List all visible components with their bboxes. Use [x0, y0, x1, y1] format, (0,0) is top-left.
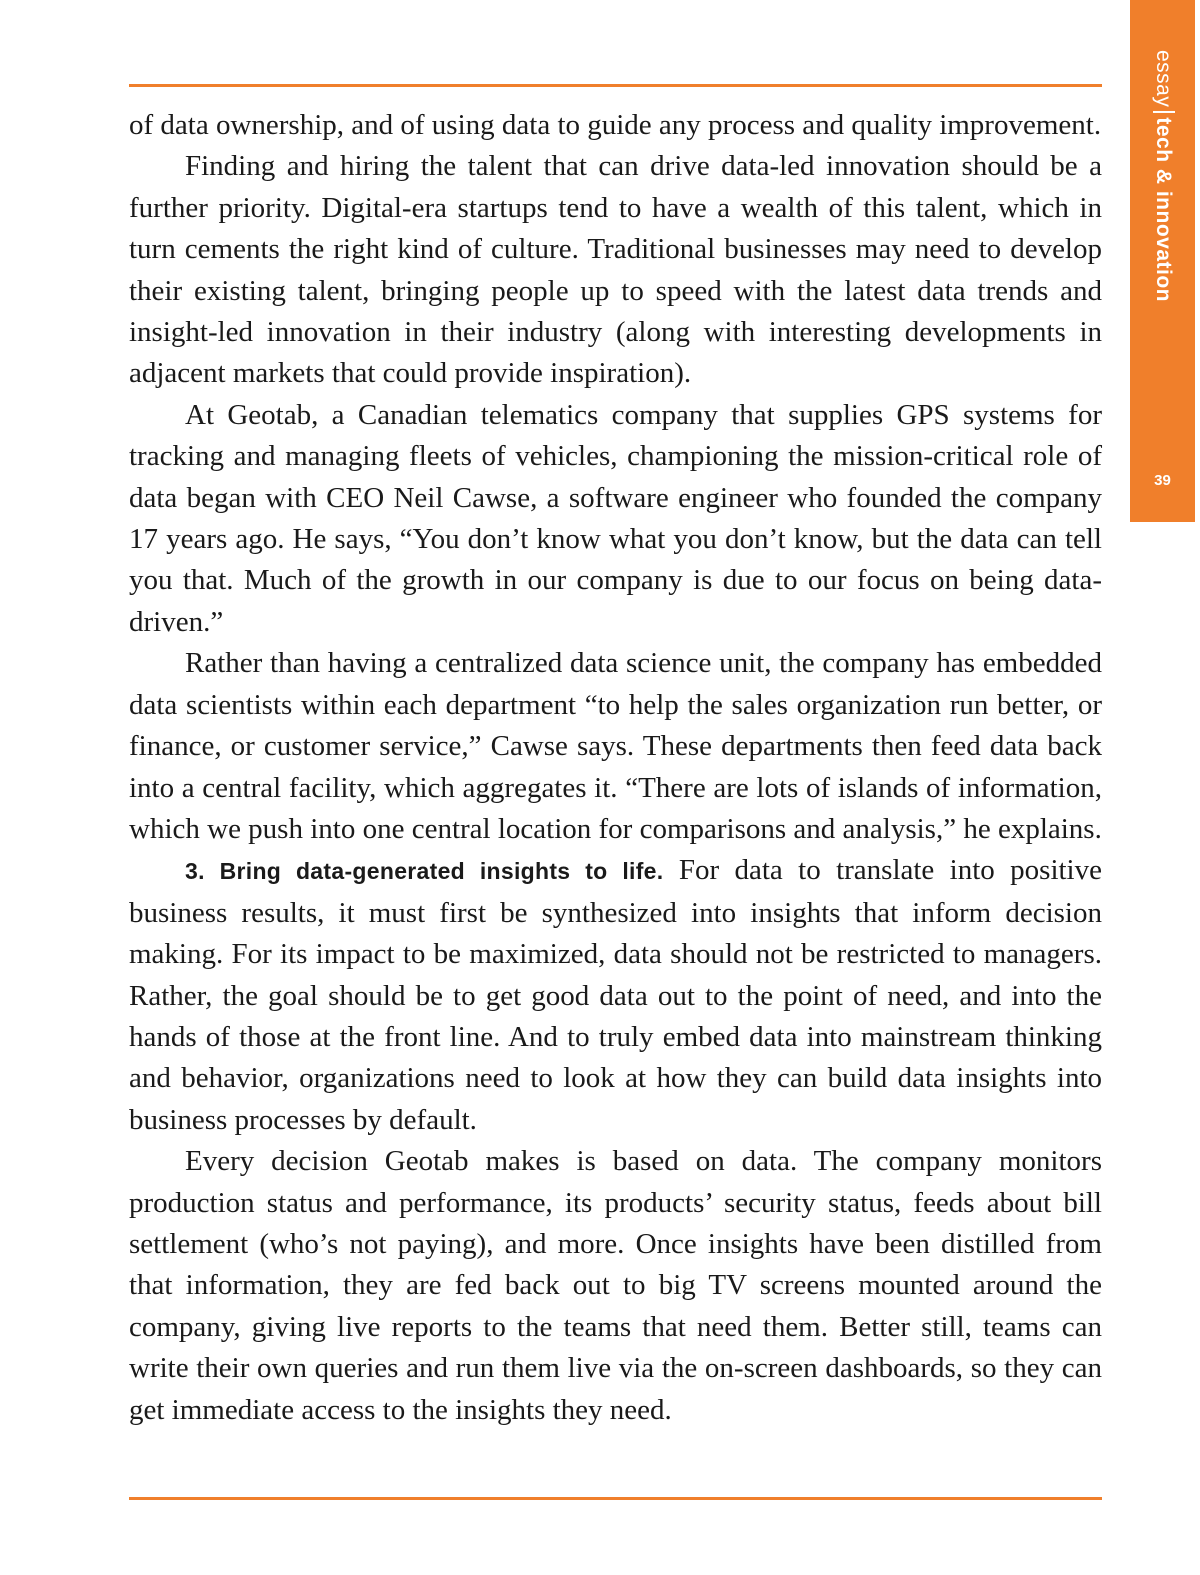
- paragraph-decisions: Every decision Geotab makes is based on data. The company monitors production status and performance, its products’ security status, feeds about bill settlement (who’s not paying), and more. Once insights have been distilled from that information, they are fed back out to big TV screens mounted around the company, giving live reports to the teams that need them. Better still, teams can write their own queries and run them live via the on-screen dashboards, so they can get immediate access to the insights they need.: [129, 1145, 1102, 1426]
- section-kicker: essay: [1152, 49, 1175, 108]
- page-number: 39: [1154, 472, 1171, 489]
- article-body: [129, 105, 1102, 1431]
- paragraph-embedded-scientists: Rather than having a centralized data science unit, the company has embedded data scientists within each department “to help the sales organization run better, or finance, or customer service,” Cawse says. These departments then feed data back into a central facility, which aggregates it. “There are lots of islands of information, which we push into one central location for comparisons and analysis,” he explains.: [129, 647, 1102, 845]
- paragraph-insights: [129, 850, 1102, 1141]
- paragraph-continuation: of data ownership, and of using data to guide any process and quality improvement.: [129, 109, 1102, 141]
- kicker-separator: [1153, 111, 1175, 113]
- section-title: tech & innovation: [1152, 117, 1175, 303]
- bottom-rule: [129, 1497, 1102, 1500]
- paragraph-geotab: At Geotab, a Canadian telematics company that supplies GPS systems for tracking and managing fleets of vehicles, championing the mission-critical role of data began with CEO Neil Cawse, a software engineer who founded the company 17 years ago. He says, “You don’t know what you don’t know, but the data can tell you that. Much of the growth in our company is due to our focus on being data-driven.”: [129, 398, 1102, 638]
- top-rule: [129, 84, 1102, 87]
- section-tab-label: [1151, 50, 1175, 302]
- paragraph-talent: Finding and hiring the talent that can drive data-led innovation should be a further priority. Digital-era startups tend to have a wealth of this talent, which in turn cements the right kind of culture. Traditional businesses may need to develop their existing talent, bringing people up to speed with the latest data trends and insight-led innovation in their industry (along with interesting developments in adjacent markets that could provide inspiration).: [129, 150, 1102, 390]
- paragraph-lead-in: 3. Bring data-generated insights to life.: [185, 858, 664, 885]
- paragraph-insights-text: For data to translate into positive business results, it must first be synthesized into insights that inform decision making. For its impact to be maximized, data should not be restricted to managers. Rather, the goal should be to get good data out to the point of need, and into the hands of those at the front line. And to truly embed data into mainstream thinking and behavior, organizations need to look at how they can build data insights into business processes by default.: [129, 854, 1102, 1136]
